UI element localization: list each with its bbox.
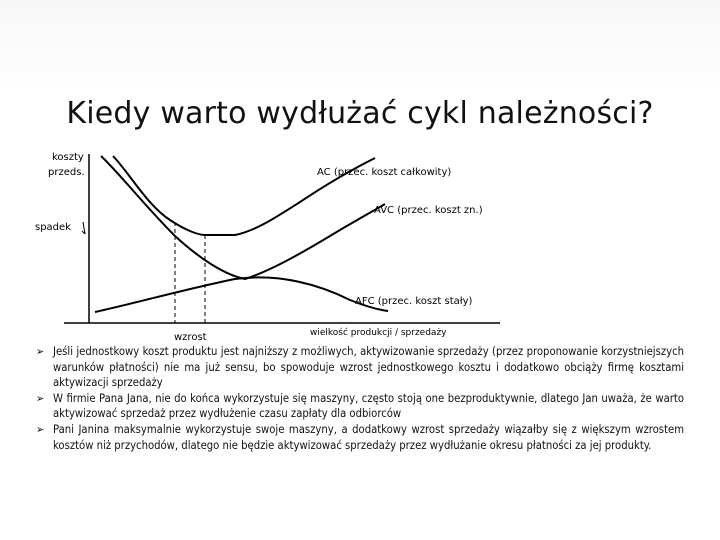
bullet-list [36,344,684,453]
wzrost-label: wzrost [174,332,207,343]
x-axis-label: wielkość produkcji / sprzedaży [310,328,447,338]
cost-curves-svg [30,144,515,344]
spadek-label: spadek [35,222,71,233]
slide-top-band [0,0,720,92]
arrow-bullet-icon: ➢ [36,422,45,436]
curve-avc-label: AVC (przec. koszt zn.) [374,205,483,216]
bullet-item [36,391,684,422]
y-axis-label-line2: przeds. [48,167,85,178]
cost-curves-diagram [30,144,515,344]
arrow-bullet-icon: ➢ [36,391,45,405]
bullet-text: Pani Janina maksymalnie wykorzystuje swoje maszyny, a dodatkowy wzrost sprzedaży wiązałby się z większym wzrostem kosztów niż przychodów, dlatego nie będzie aktywizować sprzedaży przez wydłużanie okresu płatności za jej produkty. [53,422,684,452]
spadek-marker-icon [82,222,85,234]
y-axis-label-line1: koszty [52,152,84,163]
curve-afc-label: AFC (przec. koszt stały) [355,296,473,307]
curve-afc [95,277,388,312]
slide-title: Kiedy warto wydłużać cykl należności? [66,96,654,131]
bullet-text: Jeśli jednostkowy koszt produktu jest najniższy z możliwych, aktywizowanie sprzedaży (przez proponowanie korzystniejszych warunków płatności) nie ma już sensu, bo spowoduje wzrost jednostkowego kosztu i dodatkowo obciąży firmę kosztami aktywizacji sprzedaży [53,345,684,390]
bullet-item [36,344,684,391]
bullet-text: W firmie Pana Jana, nie do końca wykorzystuje się maszyny, często stoją one bezproduktywnie, dlatego Jan uważa, że warto aktywizować sprzedaż przez wydłużenie czasu zapłaty dla odbiorców [53,391,684,421]
curve-ac-label: AC (przec. koszt całkowity) [317,167,452,178]
bullet-item [36,422,684,453]
arrow-bullet-icon: ➢ [36,345,45,358]
